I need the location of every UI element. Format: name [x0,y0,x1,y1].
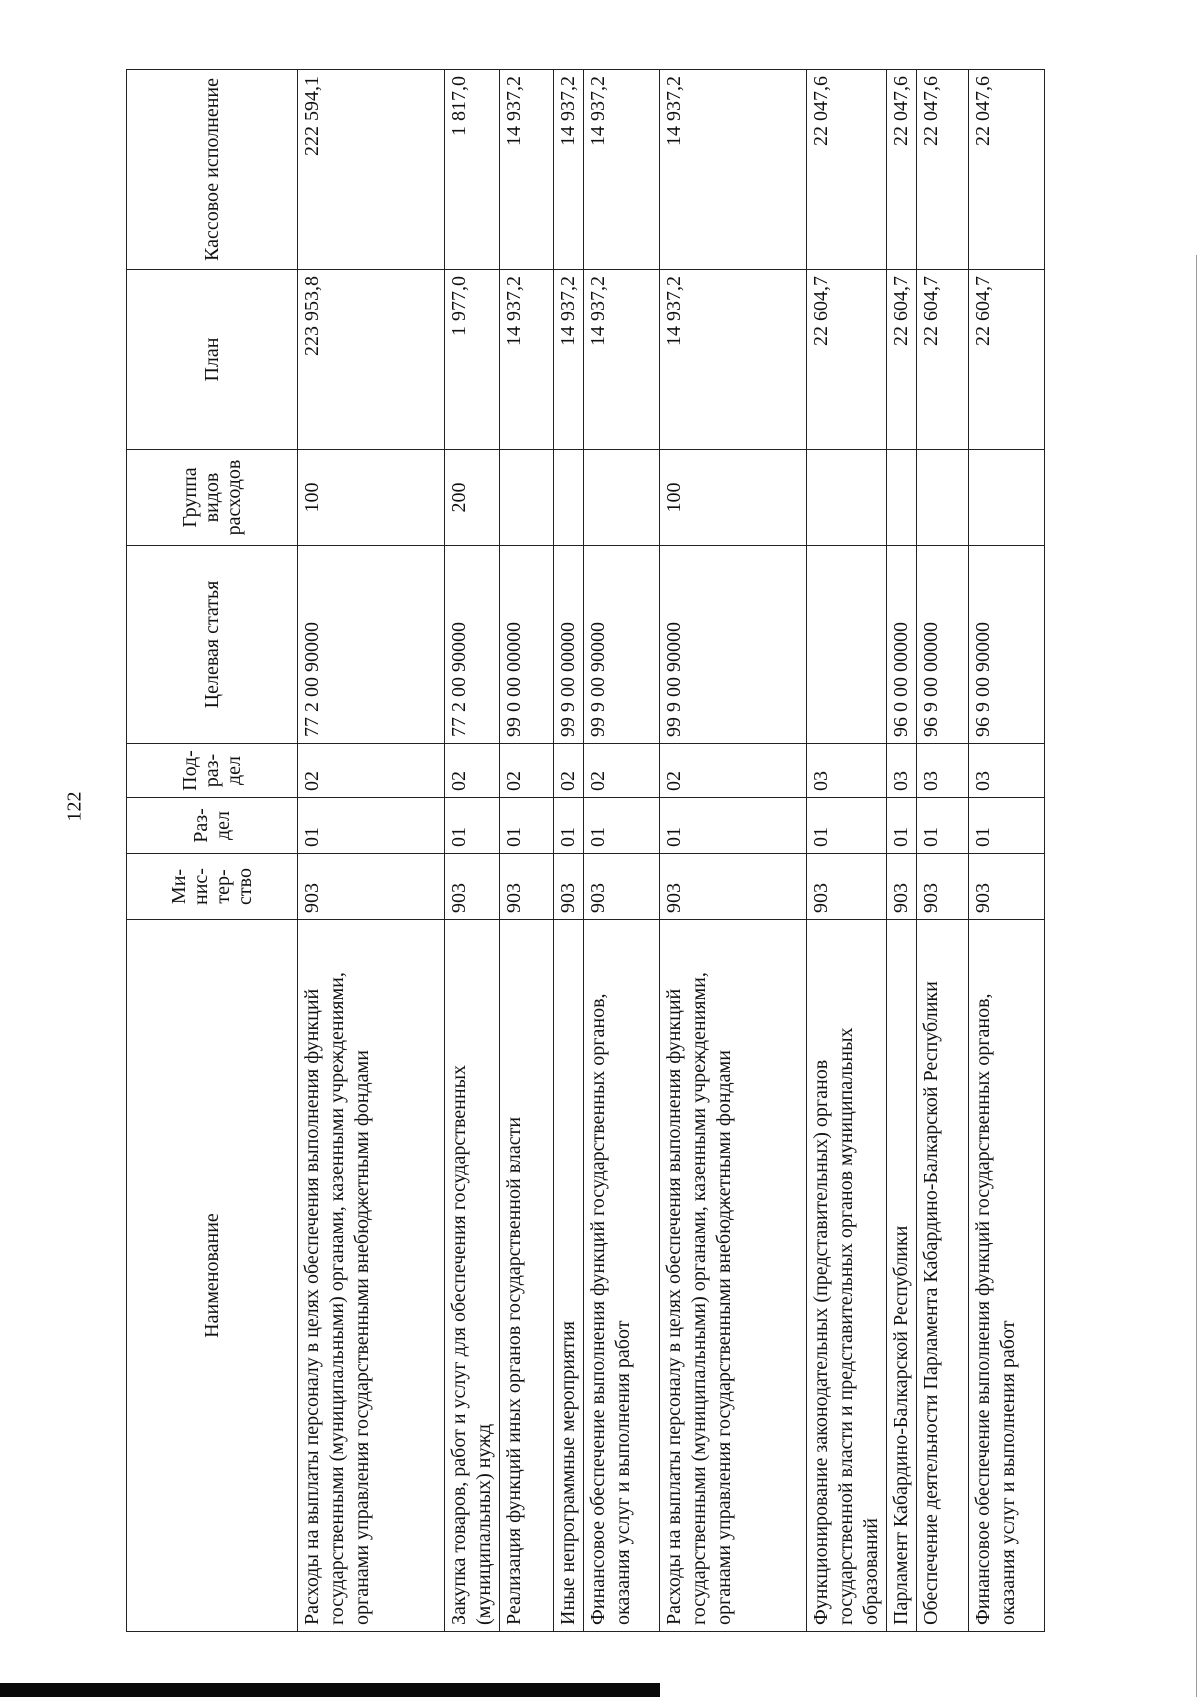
row-plan: 14 937,2 [500,270,554,450]
row-execution: 14 937,2 [584,70,660,270]
row-subsection: 02 [500,744,554,798]
row-group [584,450,660,546]
row-plan: 14 937,2 [584,270,660,450]
row-target: 77 2 00 90000 [445,546,500,744]
budget-table [126,69,1045,1632]
header-row [127,70,298,1632]
col-header-section: Раз-дел [127,798,298,854]
row-plan: 22 604,7 [969,270,1045,450]
table-row [807,70,887,1632]
row-section: 01 [298,798,445,854]
scan-border-bottom [0,1683,660,1697]
row-target: 96 0 00 00000 [887,546,917,744]
row-target: 99 9 00 90000 [660,546,807,744]
row-target [807,546,887,744]
row-execution: 222 594,1 [298,70,445,270]
col-header-plan: План [127,270,298,450]
table-row [887,70,917,1632]
table-row [969,70,1045,1632]
table-body [298,70,1045,1632]
row-name: Закупка товаров, работ и услуг для обеспечения государственных (муниципальных) нужд [445,920,500,1632]
row-plan: 223 953,8 [298,270,445,450]
row-execution: 14 937,2 [500,70,554,270]
col-header-group: Группа видов расходов [127,450,298,546]
row-subsection: 02 [554,744,584,798]
row-group: 100 [660,450,807,546]
row-name: Расходы на выплаты персоналу в целях обеспечения выполнения функций государственными (муниципальными) органами, казенными учреждениями, органами управления государственными внебюджетными фондами [660,920,807,1632]
row-section: 01 [807,798,887,854]
row-subsection: 03 [917,744,969,798]
scan-border-right [1196,255,1197,1697]
table-row [554,70,584,1632]
row-name: Финансовое обеспечение выполнения функций государственных органов, оказания услуг и выполнения работ [584,920,660,1632]
row-ministry: 903 [584,854,660,920]
row-plan: 22 604,7 [917,270,969,450]
row-plan: 22 604,7 [807,270,887,450]
row-subsection: 02 [660,744,807,798]
row-ministry: 903 [969,854,1045,920]
row-ministry: 903 [807,854,887,920]
row-execution: 22 047,6 [887,70,917,270]
row-section: 01 [917,798,969,854]
page-number: 122 [63,791,86,822]
row-group [969,450,1045,546]
row-name: Иные непрограммные мероприятия [554,920,584,1632]
col-header-ministry: Ми-нис-тер-ство [127,854,298,920]
row-plan: 1 977,0 [445,270,500,450]
table-row [298,70,445,1632]
row-group [887,450,917,546]
row-target: 96 9 00 90000 [969,546,1045,744]
col-header-target: Целевая статья [127,546,298,744]
table-row [660,70,807,1632]
row-section: 01 [445,798,500,854]
row-subsection: 03 [969,744,1045,798]
row-execution: 14 937,2 [554,70,584,270]
row-target: 77 2 00 90000 [298,546,445,744]
row-subsection: 02 [298,744,445,798]
row-section: 01 [660,798,807,854]
col-header-execution: Кассовое исполнение [127,70,298,270]
row-group [500,450,554,546]
row-group: 200 [445,450,500,546]
row-ministry: 903 [445,854,500,920]
table-row [584,70,660,1632]
table-row [917,70,969,1632]
row-section: 01 [554,798,584,854]
row-target: 99 0 00 00000 [500,546,554,744]
row-section: 01 [887,798,917,854]
row-group: 100 [298,450,445,546]
col-header-name: Наименование [127,920,298,1632]
row-name: Обеспечение деятельности Парламента Кабардино-Балкарской Республики [917,920,969,1632]
row-name: Парламент Кабардино-Балкарской Республики [887,920,917,1632]
row-execution: 22 047,6 [917,70,969,270]
row-execution: 1 817,0 [445,70,500,270]
row-group [917,450,969,546]
row-section: 01 [969,798,1045,854]
table-row [445,70,500,1632]
row-name: Функционирование законодательных (представительных) органов государственной власти и представительных органов муниципальных образований [807,920,887,1632]
row-subsection: 03 [807,744,887,798]
col-header-subsection: Под-раз-дел [127,744,298,798]
row-section: 01 [500,798,554,854]
row-ministry: 903 [887,854,917,920]
row-plan: 14 937,2 [554,270,584,450]
row-subsection: 02 [445,744,500,798]
row-plan: 14 937,2 [660,270,807,450]
row-ministry: 903 [917,854,969,920]
row-ministry: 903 [298,854,445,920]
rotated-table-container [126,70,1084,1632]
row-target: 96 9 00 00000 [917,546,969,744]
row-target: 99 9 00 90000 [584,546,660,744]
row-name: Расходы на выплаты персоналу в целях обеспечения выполнения функций государственными (муниципальными) органами, казенными учреждениями, органами управления государственными внебюджетными фондами [298,920,445,1632]
row-plan: 22 604,7 [887,270,917,450]
row-ministry: 903 [500,854,554,920]
row-target: 99 9 00 00000 [554,546,584,744]
row-ministry: 903 [660,854,807,920]
row-subsection: 02 [584,744,660,798]
row-execution: 22 047,6 [807,70,887,270]
row-execution: 14 937,2 [660,70,807,270]
row-execution: 22 047,6 [969,70,1045,270]
row-group [554,450,584,546]
row-name: Финансовое обеспечение выполнения функций государственных органов, оказания услуг и выполнения работ [969,920,1045,1632]
row-section: 01 [584,798,660,854]
row-ministry: 903 [554,854,584,920]
table-row [500,70,554,1632]
row-name: Реализация функций иных органов государственной власти [500,920,554,1632]
row-group [807,450,887,546]
row-subsection: 03 [887,744,917,798]
